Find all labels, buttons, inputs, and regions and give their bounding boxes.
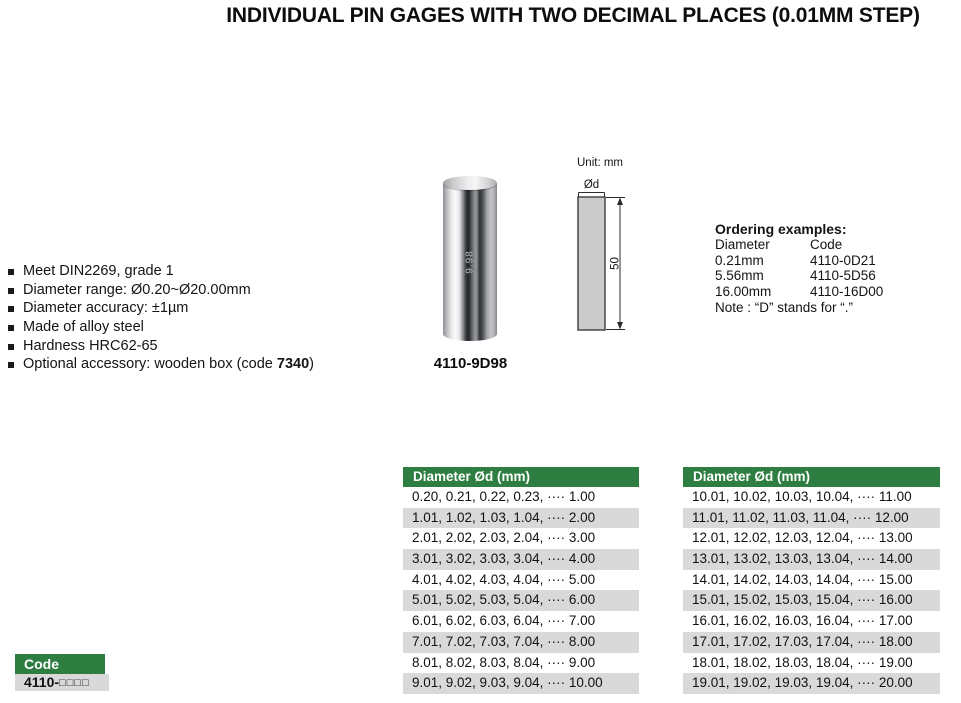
bullet-square-icon: [8, 325, 14, 331]
table-row: 15.01, 15.02, 15.03, 15.04, ···· 16.00: [683, 590, 940, 611]
pin-outline-rect: [578, 197, 605, 330]
code-box-value: [15, 674, 109, 691]
ordering-header-row: [715, 237, 945, 253]
table-row: 10.01, 10.02, 10.03, 10.04, ···· 11.00: [683, 487, 940, 508]
feature-text: Made of alloy steel: [23, 319, 144, 336]
diameter-table-right: [683, 467, 940, 694]
table-row: 6.01, 6.02, 6.03, 6.04, ···· 7.00: [403, 611, 639, 632]
product-code-label: 4110-9D98: [433, 355, 508, 372]
feature-item: [8, 356, 314, 375]
feature-text: Optional accessory: wooden box (code 7340): [23, 356, 315, 373]
ordering-note: Note : “D” stands for “.”: [715, 299, 854, 315]
feature-item: [8, 263, 314, 282]
table-row: 17.01, 17.02, 17.03, 17.04, ···· 18.00: [683, 632, 940, 653]
table-row: 19.01, 19.02, 19.03, 19.04, ···· 20.00: [683, 673, 940, 694]
feature-text: Meet DIN2269, grade 1: [23, 263, 174, 279]
table-header: Diameter Ød (mm): [403, 467, 639, 487]
diameter-dim-label: Ød: [583, 179, 600, 191]
diameter-table-left: [403, 467, 639, 694]
ordering-row: 5.56mm 4110-5D56: [715, 268, 876, 284]
pin-gage-photo: [443, 176, 497, 341]
pin-engraving: 9.98: [464, 250, 476, 274]
table-row: 12.01, 12.02, 12.03, 12.04, ···· 13.00: [683, 528, 940, 549]
dimension-drawing: [570, 172, 640, 342]
table-row: 14.01, 14.02, 14.03, 14.04, ···· 15.00: [683, 570, 940, 591]
code-placeholder-boxes: □□□□: [59, 677, 90, 689]
table-header: Diameter Ød (mm): [683, 467, 940, 487]
feature-text: Diameter accuracy: ±1µm: [23, 300, 189, 317]
feature-item: [8, 319, 314, 338]
bullet-square-icon: [8, 269, 14, 275]
arrow-up-icon: [617, 198, 623, 206]
table-row: 4.01, 4.02, 4.03, 4.04, ···· 5.00: [403, 570, 639, 591]
pin-body: [443, 183, 497, 341]
ordering-title: Ordering examples:: [715, 221, 847, 237]
bullet-square-icon: [8, 362, 14, 368]
bullet-square-icon: [8, 288, 14, 294]
feature-item: [8, 282, 314, 301]
table-row: 5.01, 5.02, 5.03, 5.04, ···· 6.00: [403, 590, 639, 611]
ordering-row: 16.00mm 4110-16D00: [715, 284, 884, 300]
table-row: 1.01, 1.02, 1.03, 1.04, ···· 2.00: [403, 508, 639, 529]
bullet-square-icon: [8, 306, 14, 312]
length-dim-label: 50: [609, 257, 622, 270]
code-prefix: 4110-: [24, 674, 60, 690]
ordering-examples: [715, 221, 945, 316]
feature-item: [8, 338, 314, 357]
table-row: 13.01, 13.02, 13.03, 13.04, ···· 14.00: [683, 549, 940, 570]
table-row: 16.01, 16.02, 16.03, 16.04, ···· 17.00: [683, 611, 940, 632]
page-title: INDIVIDUAL PIN GAGES WITH TWO DECIMAL PLACES (0.01MM STEP): [226, 4, 920, 27]
feature-item: [8, 300, 314, 319]
feature-text: Diameter range: Ø0.20~Ø20.00mm: [23, 281, 251, 298]
table-row: 9.01, 9.02, 9.03, 9.04, ···· 10.00: [403, 673, 639, 694]
pin-top-face: [443, 176, 497, 190]
feature-list: [8, 263, 314, 375]
code-box: [15, 654, 109, 691]
table-row: 0.20, 0.21, 0.22, 0.23, ···· 1.00: [403, 487, 639, 508]
bullet-square-icon: [8, 344, 14, 350]
arrow-down-icon: [617, 322, 623, 330]
code-box-header: Code: [15, 654, 105, 674]
ordering-col-code: Code: [810, 237, 843, 252]
table-row: 8.01, 8.02, 8.03, 8.04, ···· 9.00: [403, 653, 639, 674]
table-row: 11.01, 11.02, 11.03, 11.04, ···· 12.00: [683, 508, 940, 529]
unit-label: Unit: mm: [577, 157, 623, 169]
accessory-code: 7340: [276, 356, 310, 373]
ordering-row: 0.21mm 4110-0D21: [715, 252, 876, 268]
table-row: 3.01, 3.02, 3.03, 3.04, ···· 4.00: [403, 549, 639, 570]
ordering-col-diameter: Diameter: [715, 237, 770, 252]
feature-text: Hardness HRC62-65: [23, 337, 158, 354]
table-row: 7.01, 7.02, 7.03, 7.04, ···· 8.00: [403, 632, 639, 653]
table-row: 18.01, 18.02, 18.03, 18.04, ···· 19.00: [683, 653, 940, 674]
table-row: 2.01, 2.02, 2.03, 2.04, ···· 3.00: [403, 528, 639, 549]
